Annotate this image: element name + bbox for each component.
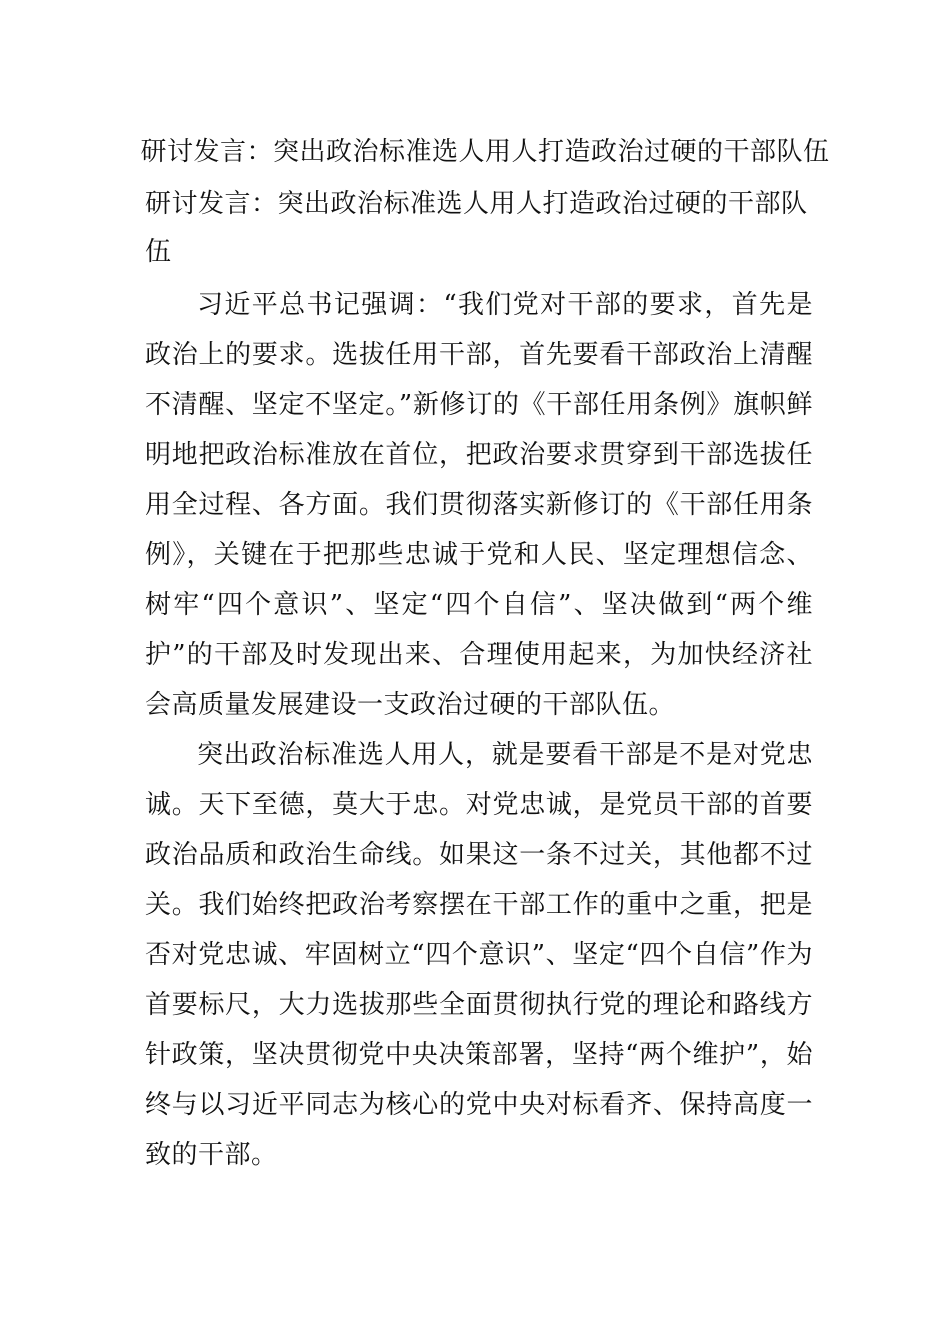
paragraph-1: 习近平总书记强调：“我们党对干部的要求，首先是政治上的要求。选拔任用干部，首先要看干部政治上清醒不清醒、坚定不坚定。”新修订的《干部任用条例》旗帜鲜明地把政治标准放在首位，把政治要求贯穿到干部选拔任用全过程、各方面。我们贯彻落实新修订的《干部任用条例》，关键在于把那些忠诚于党和人民、坚定理想信念、树牢“四个意识”、坚定“四个自信”、坚决做到“两个维护”的干部及时发现出来、合理使用起来，为加快经济社会高质量发展建设一支政治过硬的干部队伍。 bbox=[145, 290, 813, 720]
paragraph-2: 突出政治标准选人用人，就是要看干部是不是对党忠诚。天下至德，莫大于忠。对党忠诚，是党员干部的首要政治品质和政治生命线。如果这一条不过关，其他都不过关。我们始终把政治考察摆在干部工作的重中之重，把是否对党忠诚、牢固树立“四个意识”、坚定“四个自信”作为首要标尺，大力选拔那些全面贯彻执行党的理论和路线方针政策，坚决贯彻党中央决策部署，坚持“两个维护”，始终与以习近平同志为核心的党中央对标看齐、保持高度一致的干部。 bbox=[145, 740, 813, 1170]
document-title: 研讨发言：突出政治标准选人用人打造政治过硬的干部队伍 bbox=[140, 137, 830, 167]
document-page bbox=[140, 128, 835, 1180]
document-subtitle: 研讨发言：突出政治标准选人用人打造政治过硬的干部队伍 bbox=[145, 189, 808, 267]
